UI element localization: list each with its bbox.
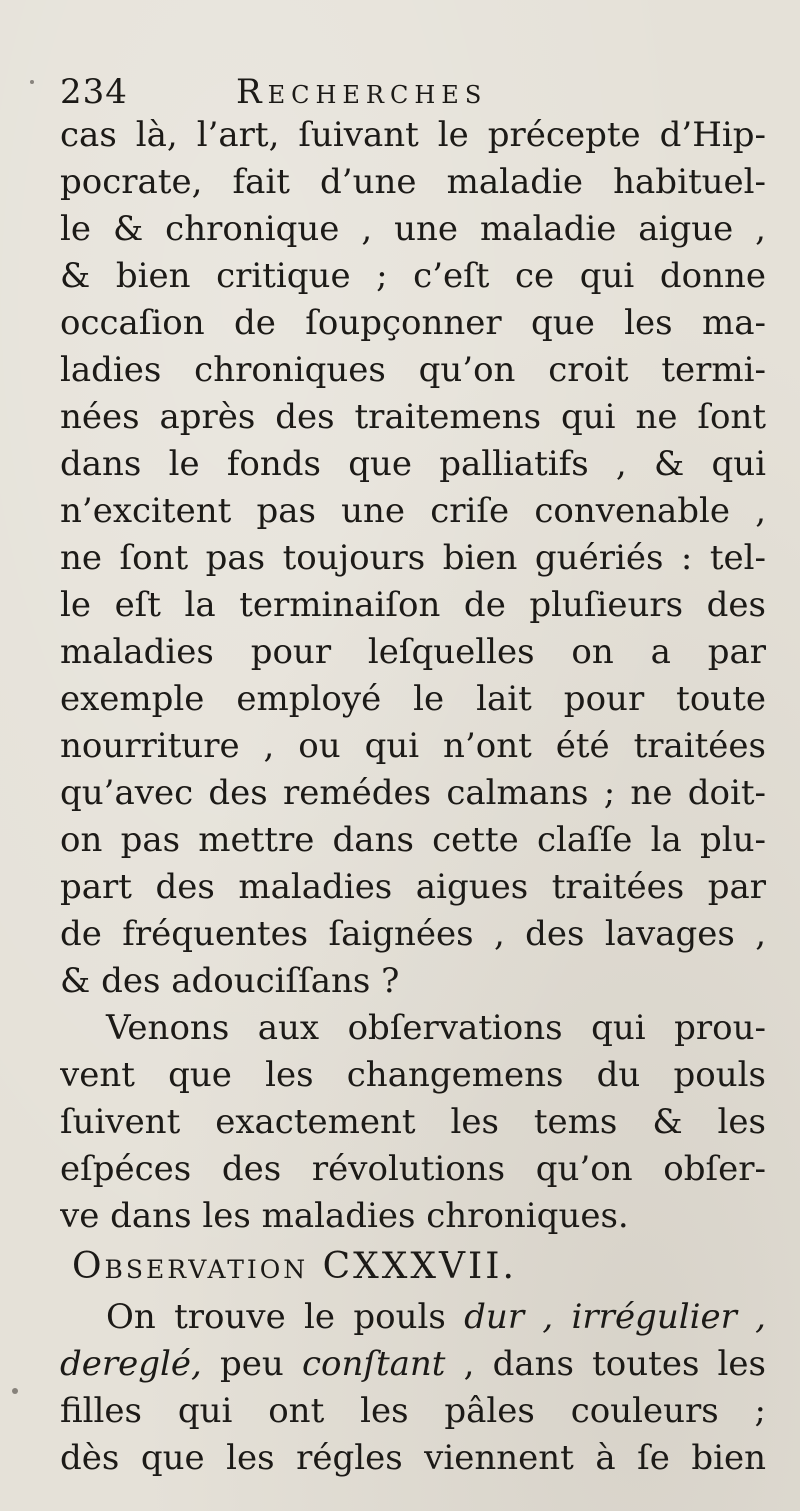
text-line: le eſt la terminaiſon de pluſieurs des: [60, 585, 766, 625]
text-line: [60, 1341, 766, 1388]
text-line: part des maladies aigues traitées par: [60, 867, 766, 907]
text-run: On trouve le pouls: [106, 1297, 465, 1337]
text-line: exemple employé le lait pour toute: [60, 679, 766, 719]
text-line: ve dans les maladies chroniques.: [60, 1196, 629, 1236]
paper-speck: [30, 80, 34, 84]
text-line: occaſion de ſoupçonner que les ma-: [60, 303, 766, 343]
text-line: qu’avec des remédes calmans ; ne doit-: [60, 773, 766, 813]
paper-speck: [12, 1388, 18, 1394]
text-line: ladies chroniques qu’on croit termi-: [60, 350, 766, 390]
text-line: vent que les changemens du pouls: [60, 1055, 766, 1095]
text-line: nourriture , ou qui n’ont été traitées: [60, 726, 766, 766]
paragraph-1: [60, 112, 766, 1005]
text-line: on pas mettre dans cette claſſe la plu-: [60, 820, 766, 860]
page-number: 234: [60, 72, 128, 112]
text-line: ne ſont pas toujours bien guériés : tel-: [60, 538, 766, 578]
text-run: peu: [201, 1344, 302, 1384]
observation-heading: Observation CXXXVII.: [72, 1246, 517, 1287]
text-line: ſuivent exactement les tems & les: [60, 1102, 766, 1142]
text-line: [60, 1294, 766, 1341]
text-line: & des adouciſſans ?: [60, 961, 400, 1001]
text-line: eſpéces des révolutions qu’on obſer-: [60, 1149, 766, 1189]
text-line: & bien critique ; c’eſt ce qui donne: [60, 256, 766, 296]
text-line: de fréquentes ſaignées , des lavages ,: [60, 914, 766, 954]
italic-run: conſtant: [301, 1344, 446, 1384]
running-head: Recherches: [236, 72, 488, 112]
text-line: Venons aux obſervations qui prou-: [106, 1008, 766, 1048]
italic-run: dur , irrégulier ,: [464, 1297, 766, 1337]
text-line: filles qui ont les pâles couleurs ;: [60, 1391, 766, 1431]
text-line: dès que les régles viennent à ſe bien: [60, 1438, 766, 1478]
text-line: cas là, l’art, ſuivant le précepte d’Hip-: [60, 115, 766, 155]
text-run: , dans toutes les: [445, 1344, 766, 1384]
paragraph-2: [60, 1005, 766, 1240]
text-line: dans le fonds que palliatifs , & qui: [60, 444, 766, 484]
body-text: [60, 112, 766, 1482]
text-line: le & chronique , une maladie aigue ,: [60, 209, 766, 249]
text-line: pocrate, fait d’une maladie habituel-: [60, 162, 766, 202]
text-line: maladies pour leſquelles on a par: [60, 632, 766, 672]
italic-run: dereglé,: [60, 1344, 202, 1384]
text-line: n’excitent pas une criſe convenable ,: [60, 491, 766, 531]
paragraph-3: [60, 1294, 766, 1482]
text-line: nées après des traitemens qui ne ſont: [60, 397, 766, 437]
